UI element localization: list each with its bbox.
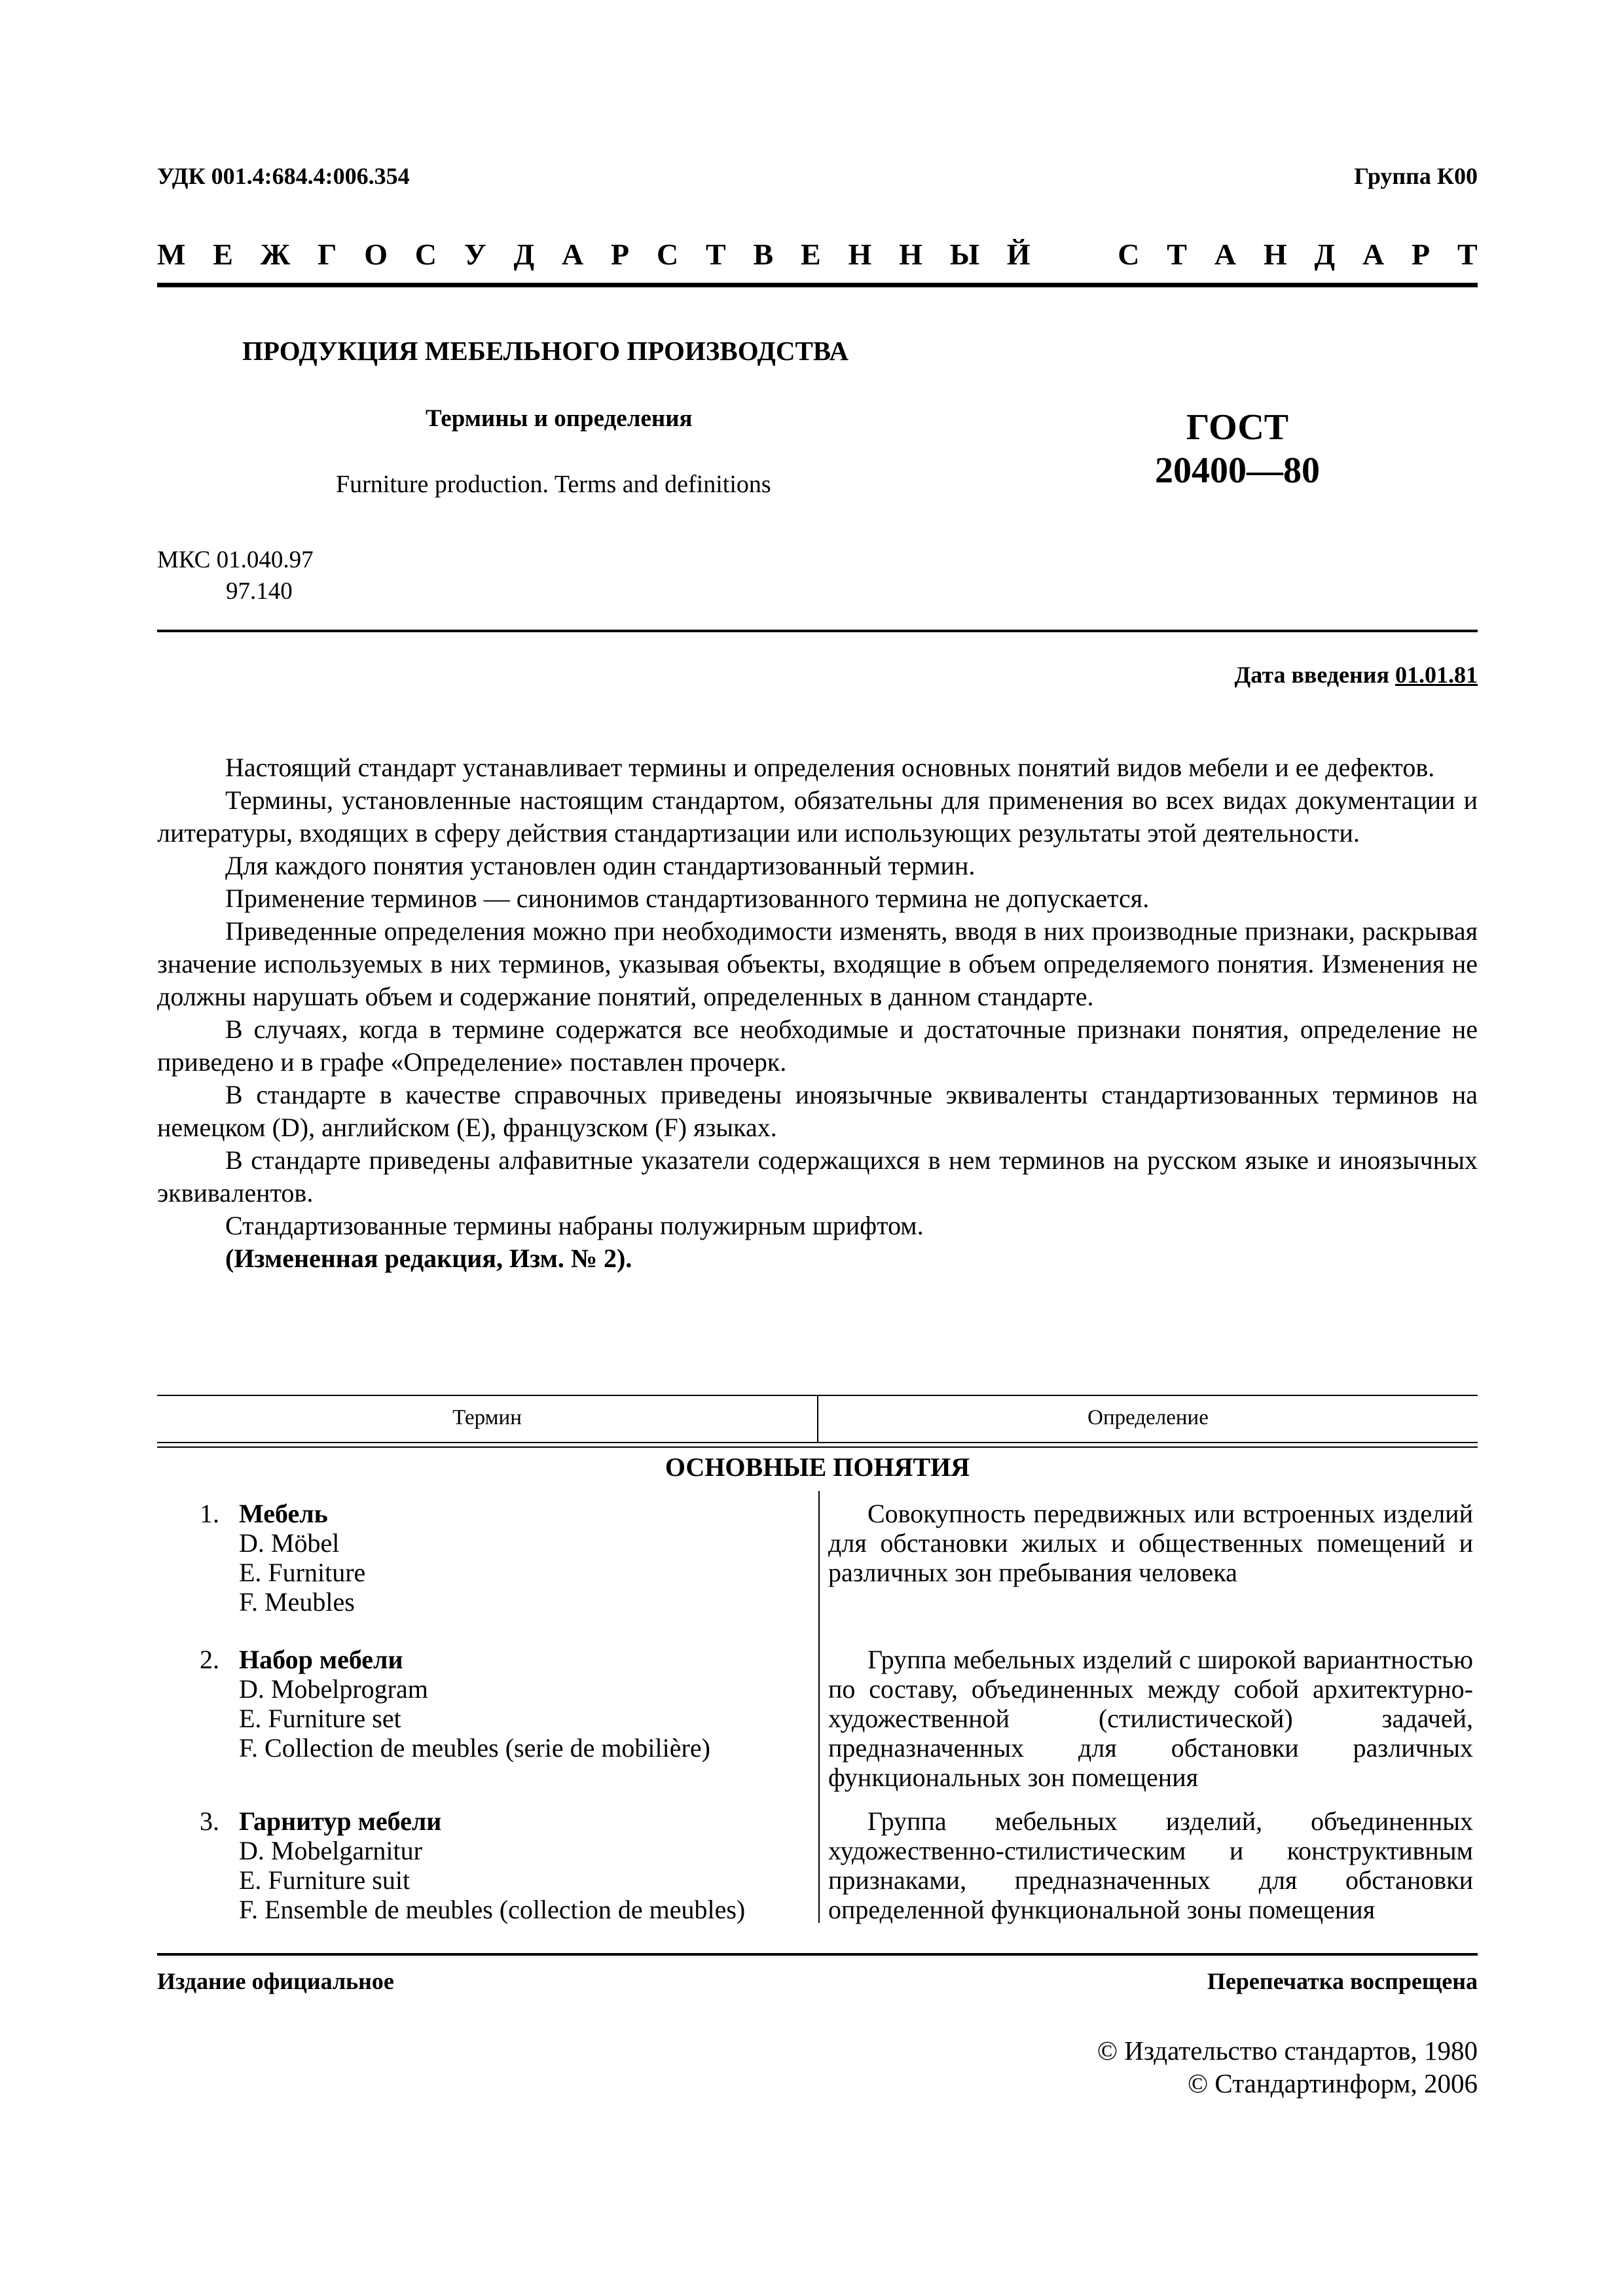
intro-text (157, 751, 1478, 1275)
table-rule (157, 1446, 1478, 1448)
term-english: E. Furniture set (239, 1704, 401, 1733)
intro-paragraph: В стандарте приведены алфавитные указатели содержащихся в нем терминов на русском языке и иноязычных эквивалентов. (157, 1145, 1478, 1208)
term-german: D. Mobelgarnitur (239, 1836, 422, 1865)
intro-paragraph: В стандарте в качестве справочных приведены иноязычные эквиваленты стандартизованных терминов на немецком (D), английском (E), французском (F) языках. (157, 1080, 1478, 1142)
term-french: F. Ensemble de meubles (collection de meubles) (239, 1895, 746, 1924)
term-english: E. Furniture suit (239, 1865, 410, 1895)
intro-paragraph: Для каждого понятия установлен один стандартизованный термин. (225, 851, 976, 880)
table-row-definition (828, 1499, 1473, 1587)
banner-letter: С (656, 238, 679, 271)
banner-letter: Т (1457, 238, 1478, 271)
column-header-term: Термин (452, 1406, 522, 1429)
introduction-date (1235, 661, 1478, 689)
section-heading: ОСНОВНЫЕ ПОНЯТИЯ (665, 1452, 970, 1482)
term-number: 1. (200, 1499, 219, 1528)
term-number: 2. (200, 1645, 219, 1674)
term-german: D. Mobelprogram (239, 1674, 428, 1704)
title-rule (157, 630, 1478, 632)
gost-number: 20400—80 (1155, 450, 1320, 491)
mks-code-secondary: 97.140 (226, 578, 293, 605)
banner-letter: Ы (949, 238, 979, 271)
table-rule (157, 1442, 1478, 1443)
date-value: 01.01.81 (1395, 662, 1478, 688)
reprint-notice: Перепечатка воспрещена (1207, 1968, 1478, 1994)
term-name: Набор мебели (239, 1645, 403, 1674)
banner-letter: Д (1314, 238, 1336, 271)
column-divider (818, 1491, 820, 1923)
banner-letter: С (1118, 238, 1140, 271)
english-title: Furniture production. Terms and definitions (336, 471, 771, 498)
banner-letter: Г (318, 238, 337, 271)
banner-letter: А (561, 238, 584, 271)
term-french: F. Collection de meubles (serie de mobilière) (239, 1733, 710, 1763)
table-row-term (200, 1499, 365, 1617)
document-title: ПРОДУКЦИЯ МЕБЕЛЬНОГО ПРОИЗВОДСТВА (242, 336, 849, 366)
copyright-line: © Стандартинформ, 2006 (1188, 2068, 1478, 2098)
term-german: D. Möbel (239, 1528, 340, 1558)
banner-letter: Н (848, 238, 872, 271)
banner-letter: Ж (260, 238, 291, 271)
intro-paragraph: Настоящий стандарт устанавливает термины и определения основных понятий видов мебели и ее дефектов. (225, 753, 1435, 782)
banner-letter: Р (1412, 238, 1431, 271)
banner-letter: Е (213, 238, 233, 271)
term-number: 3. (200, 1806, 219, 1836)
term-name: Мебель (239, 1499, 328, 1528)
banner-letter: В (753, 238, 774, 271)
intro-paragraph: Стандартизованные термины набраны полужирным шрифтом. (225, 1211, 924, 1240)
term-french: F. Meubles (239, 1587, 355, 1617)
intro-paragraph: Приведенные определения можно при необходимости изменять, вводя в них производные признаки, раскрывая значение используемых в них терминов, указывая объекты, входящие в объем определяемого понятия. Изменения не должны нарушать объем и содержание понятий, определенных в данном стандарте. (157, 916, 1478, 1011)
intro-paragraph: В случаях, когда в термине содержатся все необходимые и достаточные признаки понятия, определение не приведено и в графе «Определение» поставлен прочерк. (157, 1014, 1478, 1077)
gost-designation (1126, 406, 1349, 492)
definition-text: Группа мебельных изделий, объединенных художественно-стилистическим и конструктивным признаками, предназначенных для обстановки определенной функциональной зоны помещения (828, 1806, 1473, 1924)
banner-letter: Е (801, 238, 821, 271)
definition-text: Совокупность передвижных или встроенных изделий для обстановки жилых и общественных помещений и различных зон пребывания человека (828, 1499, 1473, 1587)
intro-paragraph: Применение терминов — синонимов стандартизованного термина не допускается. (225, 884, 1150, 913)
group-code: Группа К00 (1354, 163, 1478, 189)
standard-banner (157, 237, 1478, 272)
table-row-definition (828, 1806, 1473, 1924)
official-edition: Издание официальное (157, 1968, 394, 1994)
header-rule (157, 283, 1478, 287)
banner-letter: Н (1263, 238, 1287, 271)
udk-code: УДК 001.4:684.4:006.354 (157, 163, 410, 189)
banner-letter: М (157, 238, 186, 271)
banner-letter: С (414, 238, 437, 271)
definition-text: Группа мебельных изделий с широкой вариантностью по составу, объединенных между собой архитектурно-художественной (стилистической) задачей, предназначенных для обстановки различных функциональных зон помещения (828, 1645, 1473, 1792)
copyright (1097, 2034, 1478, 2100)
banner-letter: У (464, 238, 486, 271)
term-english: E. Furniture (239, 1558, 366, 1587)
mks-code: МКС 01.040.97 (157, 547, 314, 573)
table-row-term (200, 1806, 745, 1924)
banner-letter: Н (899, 238, 922, 271)
banner-letter: Т (706, 238, 726, 271)
banner-letter: А (1214, 238, 1237, 271)
banner-letter: О (364, 238, 388, 271)
banner-letter: Й (1006, 238, 1030, 271)
table-row-definition (828, 1645, 1473, 1792)
banner-letter: А (1362, 238, 1385, 271)
table-row-term (200, 1645, 710, 1763)
footer-rule (157, 1953, 1478, 1956)
banner-letter: Т (1167, 238, 1187, 271)
date-label: Дата введения (1234, 662, 1389, 688)
column-header-definition: Определение (1087, 1406, 1209, 1429)
amendment-note: (Измененная редакция, Изм. № 2). (225, 1244, 632, 1273)
banner-letter: Р (611, 238, 630, 271)
gost-label: ГОСТ (1186, 407, 1289, 448)
intro-paragraph: Термины, установленные настоящим стандартом, обязательны для применения во всех видах документации и литературы, входящих в сферу действия стандартизации или использующих результаты этой деятельности. (157, 785, 1478, 848)
header-divider (817, 1396, 818, 1442)
copyright-line: © Издательство стандартов, 1980 (1097, 2036, 1478, 2066)
term-name: Гарнитур мебели (239, 1806, 442, 1836)
document-subtitle: Термины и определения (426, 405, 693, 432)
banner-letter: Д (513, 238, 535, 271)
